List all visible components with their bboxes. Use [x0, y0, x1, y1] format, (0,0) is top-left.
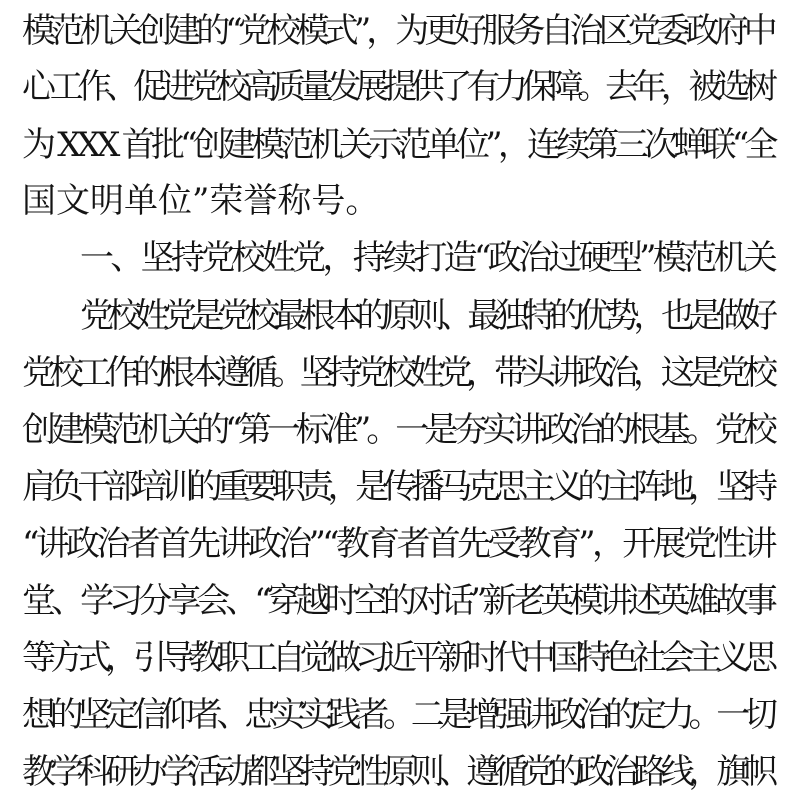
section-heading: 一、坚持党校姓党，持续打造“政治过硬型”模范机关: [80, 238, 775, 278]
paragraph-line-8: 创建模范机关的“第一标准”。一是夯实讲政治的根基。党校: [22, 410, 773, 450]
paragraph-line-7: 党校工作的根本遵循。坚持党校姓党，带头讲政治，这是党校: [22, 353, 772, 393]
paragraph-line-3: 为 XXX 首批“创建模范机关示范单位”，连续第三次蝉联“全: [22, 125, 774, 165]
paragraph-line-9: 肩负干部培训的重要职责，是传播马克思主义的主阵地，坚持: [22, 467, 772, 507]
paragraph-line-4: 国文明单位”荣誉称号。: [22, 181, 380, 221]
paragraph-line-12: 等方式，引导教职工自觉做习近平新时代中国特色社会主义思: [22, 638, 772, 678]
paragraph-line-13: 想的坚定信仰者、忠实实践者。二是增强讲政治的定力。一切: [22, 695, 772, 735]
paragraph-line-10: “讲政治者首先讲政治”“教育者首先受教育”，开展党性讲: [22, 524, 774, 564]
paragraph-line-2: 心工作、促进党校高质量发展提供了有力保障。去年，被选树: [22, 67, 772, 107]
paragraph-line-11: 堂、学习分享会、“穿越时空的对话”新老英模讲述英雄故事: [22, 581, 773, 621]
paragraph-line-6: 党校姓党是党校最根本的原则、最独特的优势，也是做好: [80, 296, 772, 336]
paragraph-line-14: 教学科研办学活动都坚持党性原则、遵循党的政治路线，旗帜: [22, 752, 772, 792]
paragraph-line-1: 模范机关创建的“党校模式”，为更好服务自治区党委政府中: [22, 11, 773, 51]
